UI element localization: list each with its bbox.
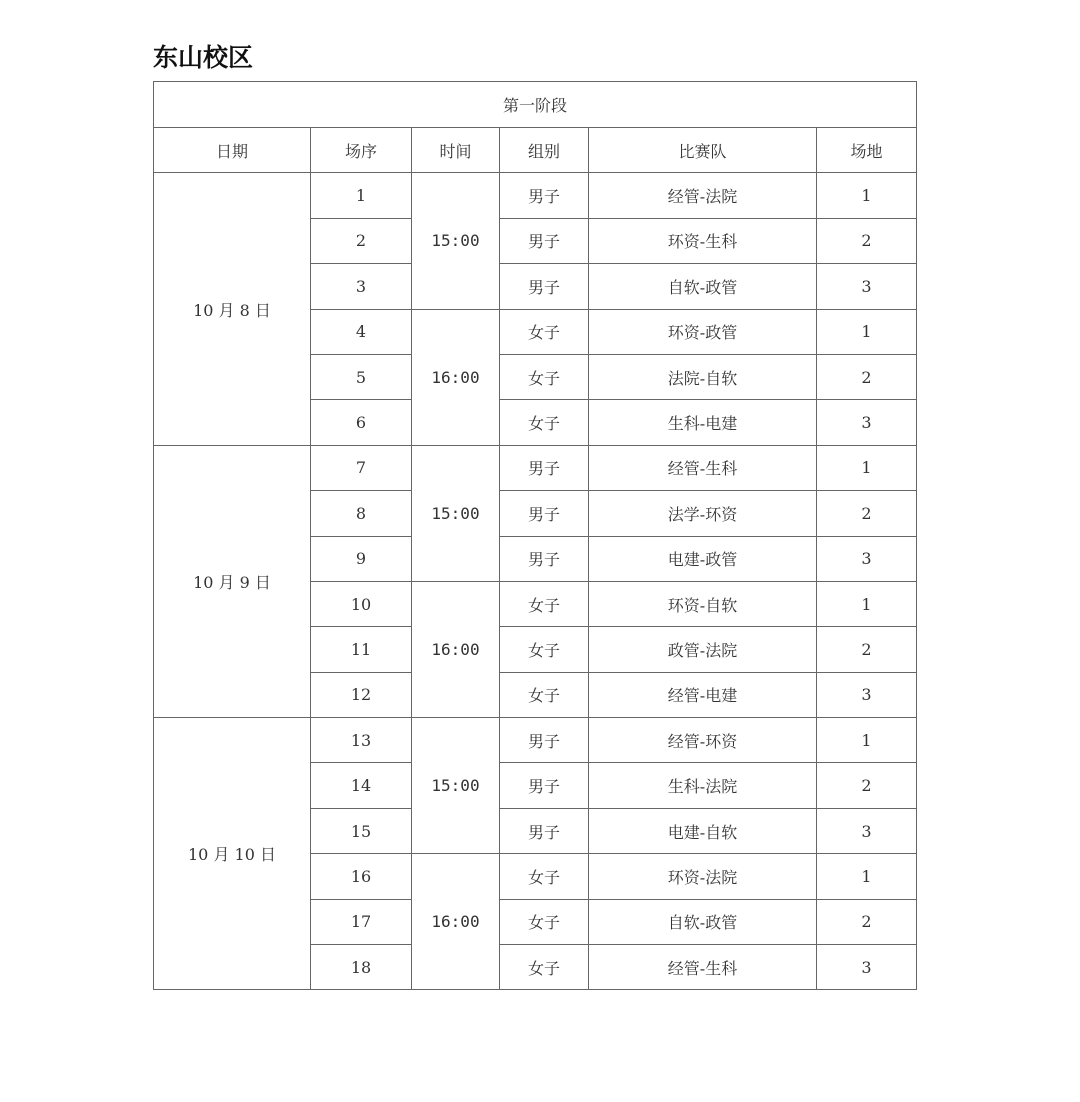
group-cell: 男子 — [500, 718, 589, 763]
group-cell: 男子 — [500, 173, 589, 218]
group-cell: 男子 — [500, 445, 589, 490]
date-cell: 10 月 10 日 — [154, 718, 311, 990]
order-cell: 6 — [311, 400, 412, 445]
schedule-table — [153, 81, 917, 990]
group-cell: 女子 — [500, 672, 589, 717]
venue-cell: 3 — [817, 945, 917, 990]
teams-cell: 经管-生科 — [589, 945, 817, 990]
order-cell: 2 — [311, 218, 412, 263]
order-cell: 17 — [311, 899, 412, 944]
order-cell: 3 — [311, 264, 412, 309]
group-cell: 男子 — [500, 808, 589, 853]
header-order: 场序 — [311, 128, 412, 173]
order-cell: 10 — [311, 581, 412, 626]
time-cell: 16:00 — [412, 854, 500, 990]
teams-cell: 自软-政管 — [589, 264, 817, 309]
order-cell: 1 — [311, 173, 412, 218]
venue-cell: 2 — [817, 218, 917, 263]
order-cell: 12 — [311, 672, 412, 717]
header-venue: 场地 — [817, 128, 917, 173]
order-cell: 8 — [311, 491, 412, 536]
teams-cell: 经管-环资 — [589, 718, 817, 763]
venue-cell: 1 — [817, 173, 917, 218]
order-cell: 15 — [311, 808, 412, 853]
time-cell: 15:00 — [412, 173, 500, 309]
venue-cell: 3 — [817, 400, 917, 445]
teams-cell: 法院-自软 — [589, 354, 817, 399]
order-cell: 14 — [311, 763, 412, 808]
teams-cell: 环资-生科 — [589, 218, 817, 263]
table-row — [154, 718, 917, 763]
venue-cell: 2 — [817, 354, 917, 399]
teams-cell: 经管-生科 — [589, 445, 817, 490]
venue-cell: 3 — [817, 808, 917, 853]
teams-cell: 环资-自软 — [589, 581, 817, 626]
order-cell: 5 — [311, 354, 412, 399]
group-cell: 女子 — [500, 309, 589, 354]
order-cell: 16 — [311, 854, 412, 899]
date-cell: 10 月 9 日 — [154, 445, 311, 717]
header-date: 日期 — [154, 128, 311, 173]
order-cell: 13 — [311, 718, 412, 763]
teams-cell: 环资-政管 — [589, 309, 817, 354]
venue-cell: 1 — [817, 854, 917, 899]
teams-cell: 电建-自软 — [589, 808, 817, 853]
teams-cell: 环资-法院 — [589, 854, 817, 899]
group-cell: 女子 — [500, 945, 589, 990]
venue-cell: 2 — [817, 627, 917, 672]
group-cell: 男子 — [500, 763, 589, 808]
time-cell: 15:00 — [412, 718, 500, 854]
teams-cell: 经管-电建 — [589, 672, 817, 717]
header-time: 时间 — [412, 128, 500, 173]
venue-cell: 3 — [817, 264, 917, 309]
order-cell: 18 — [311, 945, 412, 990]
teams-cell: 经管-法院 — [589, 173, 817, 218]
teams-cell: 法学-环资 — [589, 491, 817, 536]
group-cell: 女子 — [500, 854, 589, 899]
header-teams: 比赛队 — [589, 128, 817, 173]
stage-title: 第一阶段 — [154, 82, 917, 128]
table-row — [154, 445, 917, 490]
group-cell: 女子 — [500, 354, 589, 399]
venue-cell: 1 — [817, 581, 917, 626]
venue-cell: 1 — [817, 718, 917, 763]
header-group: 组别 — [500, 128, 589, 173]
group-cell: 女子 — [500, 400, 589, 445]
group-cell: 女子 — [500, 581, 589, 626]
venue-cell: 1 — [817, 309, 917, 354]
order-cell: 11 — [311, 627, 412, 672]
order-cell: 7 — [311, 445, 412, 490]
teams-cell: 政管-法院 — [589, 627, 817, 672]
header-row — [154, 128, 917, 173]
teams-cell: 自软-政管 — [589, 899, 817, 944]
order-cell: 9 — [311, 536, 412, 581]
venue-cell: 1 — [817, 445, 917, 490]
venue-cell: 2 — [817, 491, 917, 536]
time-cell: 16:00 — [412, 581, 500, 717]
teams-cell: 电建-政管 — [589, 536, 817, 581]
date-cell: 10 月 8 日 — [154, 173, 311, 445]
teams-cell: 生科-法院 — [589, 763, 817, 808]
group-cell: 女子 — [500, 899, 589, 944]
campus-title: 东山校区 — [153, 43, 254, 72]
group-cell: 女子 — [500, 627, 589, 672]
group-cell: 男子 — [500, 536, 589, 581]
group-cell: 男子 — [500, 491, 589, 536]
group-cell: 男子 — [500, 264, 589, 309]
group-cell: 男子 — [500, 218, 589, 263]
schedule-body — [154, 173, 917, 990]
venue-cell: 3 — [817, 536, 917, 581]
venue-cell: 3 — [817, 672, 917, 717]
venue-cell: 2 — [817, 763, 917, 808]
teams-cell: 生科-电建 — [589, 400, 817, 445]
time-cell: 15:00 — [412, 445, 500, 581]
time-cell: 16:00 — [412, 309, 500, 445]
stage-row — [154, 82, 917, 128]
table-row — [154, 173, 917, 218]
order-cell: 4 — [311, 309, 412, 354]
venue-cell: 2 — [817, 899, 917, 944]
